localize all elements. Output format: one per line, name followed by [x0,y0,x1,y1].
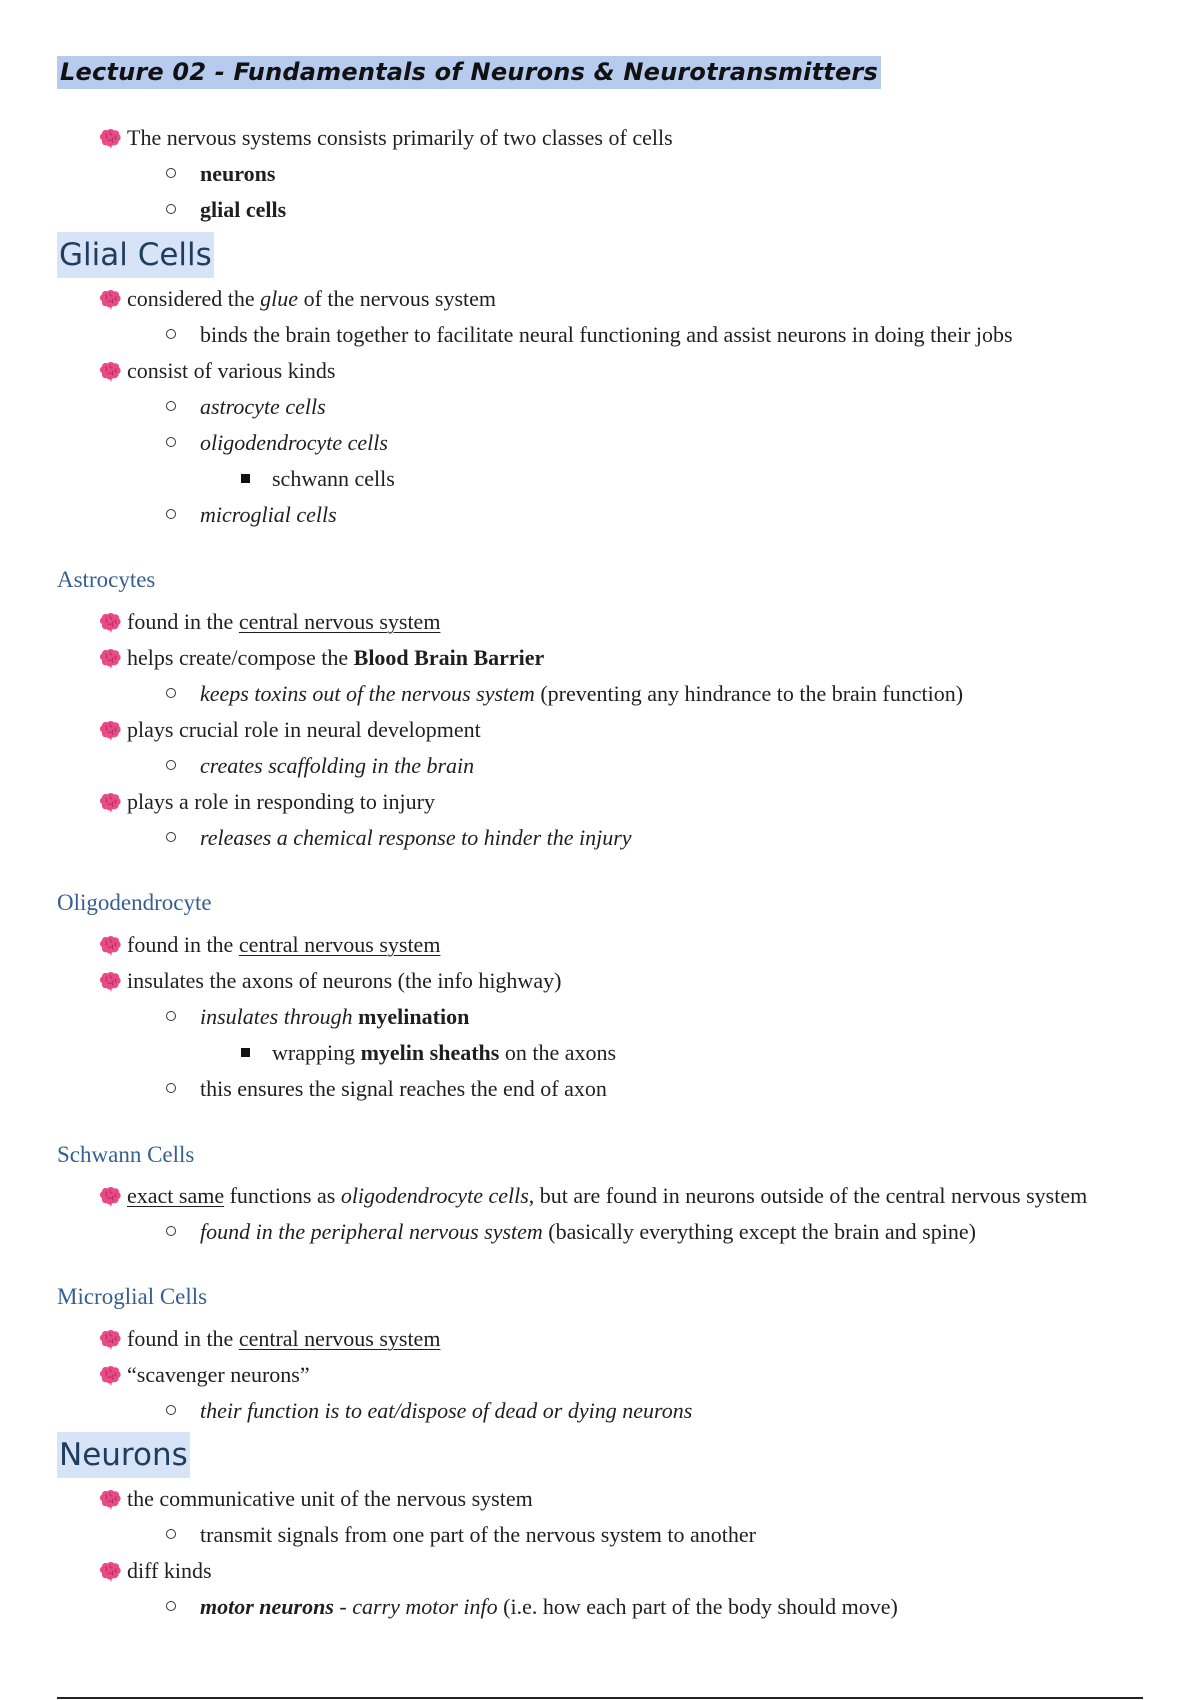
text: on the axons [499,1040,617,1065]
text: of the nervous system [298,286,497,311]
sub-bullet [166,392,326,422]
bullet [97,966,561,996]
text: diff kinds [127,1558,212,1583]
sub-bullet [166,320,1013,350]
brain-icon [97,609,123,635]
heading-microglial-cells: Microglial Cells [57,1284,208,1309]
item-glial-cells: glial cells [200,197,287,222]
text: (i.e. how each part of the body should move) [497,1594,898,1619]
text: (preventing any hindrance to the brain function) [534,681,964,706]
bullet [97,1556,212,1586]
brain-icon [97,125,123,151]
item-schwann: schwann cells [272,466,395,491]
hollow-circle-bullet [166,760,176,770]
text: wrapping [272,1040,361,1065]
text: “scavenger neurons” [127,1362,310,1387]
sub-bullet [166,1520,756,1550]
hollow-circle-bullet [166,1405,176,1415]
underlined-cns: central nervous system [238,932,441,957]
sub-bullet [166,1217,976,1247]
brain-icon [97,717,123,743]
bold-myelin-sheaths: myelin sheaths [360,1040,500,1065]
sub-bullet [166,1074,607,1104]
text: plays a role in responding to injury [127,789,435,814]
heading-neurons: Neurons [57,1432,190,1478]
hollow-circle-bullet [166,168,176,178]
italic-text: found in the peripheral nervous system [200,1219,543,1244]
bullet [97,1360,310,1390]
sub-bullet [166,500,337,530]
brain-icon [97,1326,123,1352]
text: considered the [127,286,261,311]
heading-schwann-cells: Schwann Cells [57,1142,195,1167]
sub-bullet [166,195,286,225]
square-bullet [241,474,250,483]
bullet-text: The nervous systems consists primarily of two classes of cells [127,125,673,150]
brain-icon [97,968,123,994]
item-astrocyte: astrocyte cells [200,394,326,419]
sub-bullet [166,823,632,853]
italic-text: their function is to eat/dispose of dead or dying neurons [200,1398,693,1423]
sub-sub-bullet [241,464,395,494]
brain-icon [97,1183,123,1209]
brain-icon [97,1558,123,1584]
hollow-circle-bullet [166,688,176,698]
sub-bullet [166,428,388,458]
text: functions as [224,1183,341,1208]
brain-icon [97,789,123,815]
item-microglial: microglial cells [200,502,337,527]
title-row [57,56,881,89]
bullet-intro [97,123,673,153]
sub-bullet [166,1396,692,1426]
italic-text: carry motor info [352,1594,498,1619]
underlined-cns: central nervous system [238,609,441,634]
italic-glue: glue [260,286,299,311]
item-neurons: neurons [200,161,276,186]
bullet [97,643,544,673]
italic-text: creates scaffolding in the brain [200,753,475,778]
bold-bbb: Blood Brain Barrier [353,645,545,670]
bullet [97,787,435,817]
italic-text: keeps toxins out of the nervous system [200,681,535,706]
sub-sub-bullet [241,1038,616,1068]
bullet [97,284,496,314]
brain-icon [97,932,123,958]
brain-icon [97,1362,123,1388]
italic-oligodendrocyte: oligodendrocyte cells [340,1183,529,1208]
text: binds the brain together to facilitate neural functioning and assist neurons in doing their jobs [200,322,1013,347]
text: insulates the axons of neurons (the info highway) [127,968,562,993]
page-title: Lecture 02 - Fundamentals of Neurons & Neurotransmitters [57,56,881,89]
bullet [97,1484,533,1514]
italic-text: releases a chemical response to hinder the injury [200,825,632,850]
hollow-circle-bullet [166,401,176,411]
hollow-circle-bullet [166,329,176,339]
sub-bullet [166,751,474,781]
bullet [97,930,440,960]
bullet [97,1324,440,1354]
text: found in the [127,609,239,634]
sub-bullet [166,1002,469,1032]
text: found in the [127,932,239,957]
hollow-circle-bullet [166,204,176,214]
underlined-exact-same: exact same [127,1183,225,1208]
hollow-circle-bullet [166,1529,176,1539]
text: plays crucial role in neural development [127,717,481,742]
heading-oligodendrocyte: Oligodendrocyte [57,890,212,915]
hollow-circle-bullet [166,1226,176,1236]
bullet [97,715,481,745]
sub-bullet [166,679,963,709]
hollow-circle-bullet [166,1011,176,1021]
brain-icon [97,286,123,312]
bullet [97,356,335,386]
brain-icon [97,645,123,671]
bottom-rule [57,1697,1143,1699]
text: , but are found in neurons outside of the central nervous system [528,1183,1088,1208]
sub-bullet [166,1592,898,1622]
bold-myelination: myelination [358,1004,470,1029]
hollow-circle-bullet [166,509,176,519]
square-bullet [241,1048,250,1057]
underlined-cns: central nervous system [238,1326,441,1351]
hollow-circle-bullet [166,437,176,447]
text: found in the [127,1326,239,1351]
brain-icon [97,358,123,384]
text: helps create/compose the [127,645,354,670]
text: consist of various kinds [127,358,336,383]
item-oligodendrocyte: oligodendrocyte cells [200,430,388,455]
heading-astrocytes: Astrocytes [57,567,156,592]
text: transmit signals from one part of the nervous system to another [200,1522,756,1547]
italic-text: insulates through [200,1004,359,1029]
sub-bullet [166,159,275,189]
heading-glial-cells: Glial Cells [57,232,214,278]
hollow-circle-bullet [166,1601,176,1611]
brain-icon [97,1486,123,1512]
hollow-circle-bullet [166,832,176,842]
text: this ensures the signal reaches the end of axon [200,1076,607,1101]
text: - [333,1594,353,1619]
bullet [97,1181,1087,1211]
text: the communicative unit of the nervous system [127,1486,533,1511]
bold-motor-neurons: motor neurons [200,1594,334,1619]
text: (basically everything except the brain and spine) [542,1219,976,1244]
hollow-circle-bullet [166,1083,176,1093]
bullet [97,607,440,637]
